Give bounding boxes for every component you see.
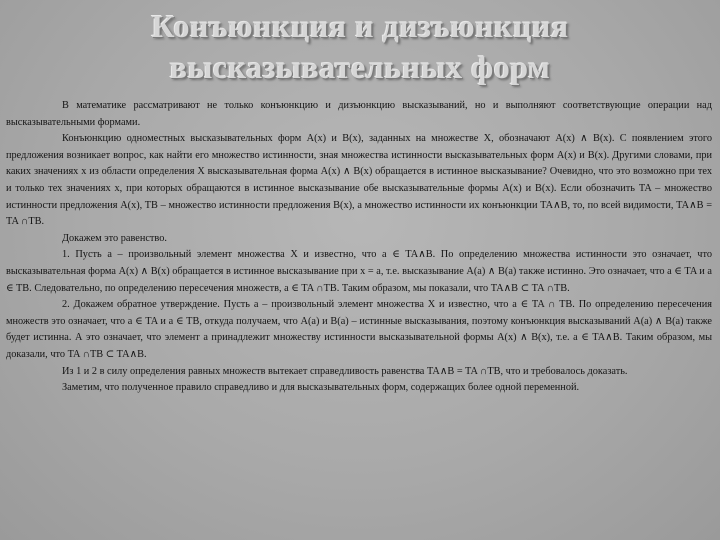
- paragraph-proof-part-2: 2. Докажем обратное утверждение. Пусть a – произвольный элемент множества X и известно, что a ∈ TA ∩ TB. По определению пересечения множеств это означает, что a ∈ TA и a ∈ TB, откуда получаем, что A(a) и B(a) – истинные высказывания, поэтому конъюнкция высказываний A(a) ∧ B(a) также будет истинна. А это означает, что элемент a принадлежит множеству истинности высказывательной формы A(x) ∧ B(x), т.е. a ∈ TA∧B. Таким образом, мы доказали, что TA ∩TB ⊂ TA∧B.: [6, 299, 712, 360]
- title-line-2: высказывательных форм: [169, 49, 551, 85]
- paragraph-conclusion: Из 1 и 2 в силу определения равных множеств вытекает справедливость равенства TA∧B = TA ∩TB, что и требовалось доказать.: [62, 365, 628, 377]
- title-line-1: Конъюнкция и дизъюнкция: [151, 8, 569, 44]
- paragraph-prove-equality: Докажем это равенство.: [62, 232, 167, 244]
- slide-body: [6, 98, 712, 397]
- paragraph-proof-part-1: 1. Пусть a – произвольный элемент множества X и известно, что a ∈ TA∧B. По определению множества истинности это означает, что высказывательная форма A(x) ∧ B(x) обращается в истинное высказывание при x = a, т.е. высказывание A(a) ∧ B(a) также истинно. Это означает, что a ∈ TA и a ∈ TB. Следовательно, по определению пересечения множеств, a ∈ TA ∩TB. Таким образом, мы показали, что TA∧B ⊂ TA ∩TB.: [6, 249, 712, 294]
- paragraph-intro: В математике рассматривают не только конъюнкцию и дизъюнкцию высказываний, но и выполняют соответствующие операции над высказывательными формами.: [6, 100, 712, 128]
- paragraph-remark: Заметим, что полученное правило справедливо и для высказывательных форм, содержащих более одной переменной.: [62, 382, 580, 394]
- slide-title: [0, 6, 720, 88]
- paragraph-conjunction-definition: Конъюнкцию одноместных высказывательных форм A(x) и B(x), заданных на множестве X, обозначают A(x) ∧ B(x). С появлением этого предложения возникает вопрос, как найти его множество истинности, зная множества истинности высказывательных форм A(x) и B(x). Другими словами, при каких значениях x из области определения X высказывательная форма A(x) ∧ B(x) обращается в истинное высказывание? Очевидно, что это возможно при тех и только тех значениях x, при которых обращаются в истинное высказывание обе высказывательные формы A(x) и B(x). Если обозначить TA – множество истинности предложения A(x), TB – множество истинности предложения B(x), а множество истинности их конъюнкции TA∧B, то, по всей видимости, TA∧B = TA ∩TB.: [6, 133, 712, 228]
